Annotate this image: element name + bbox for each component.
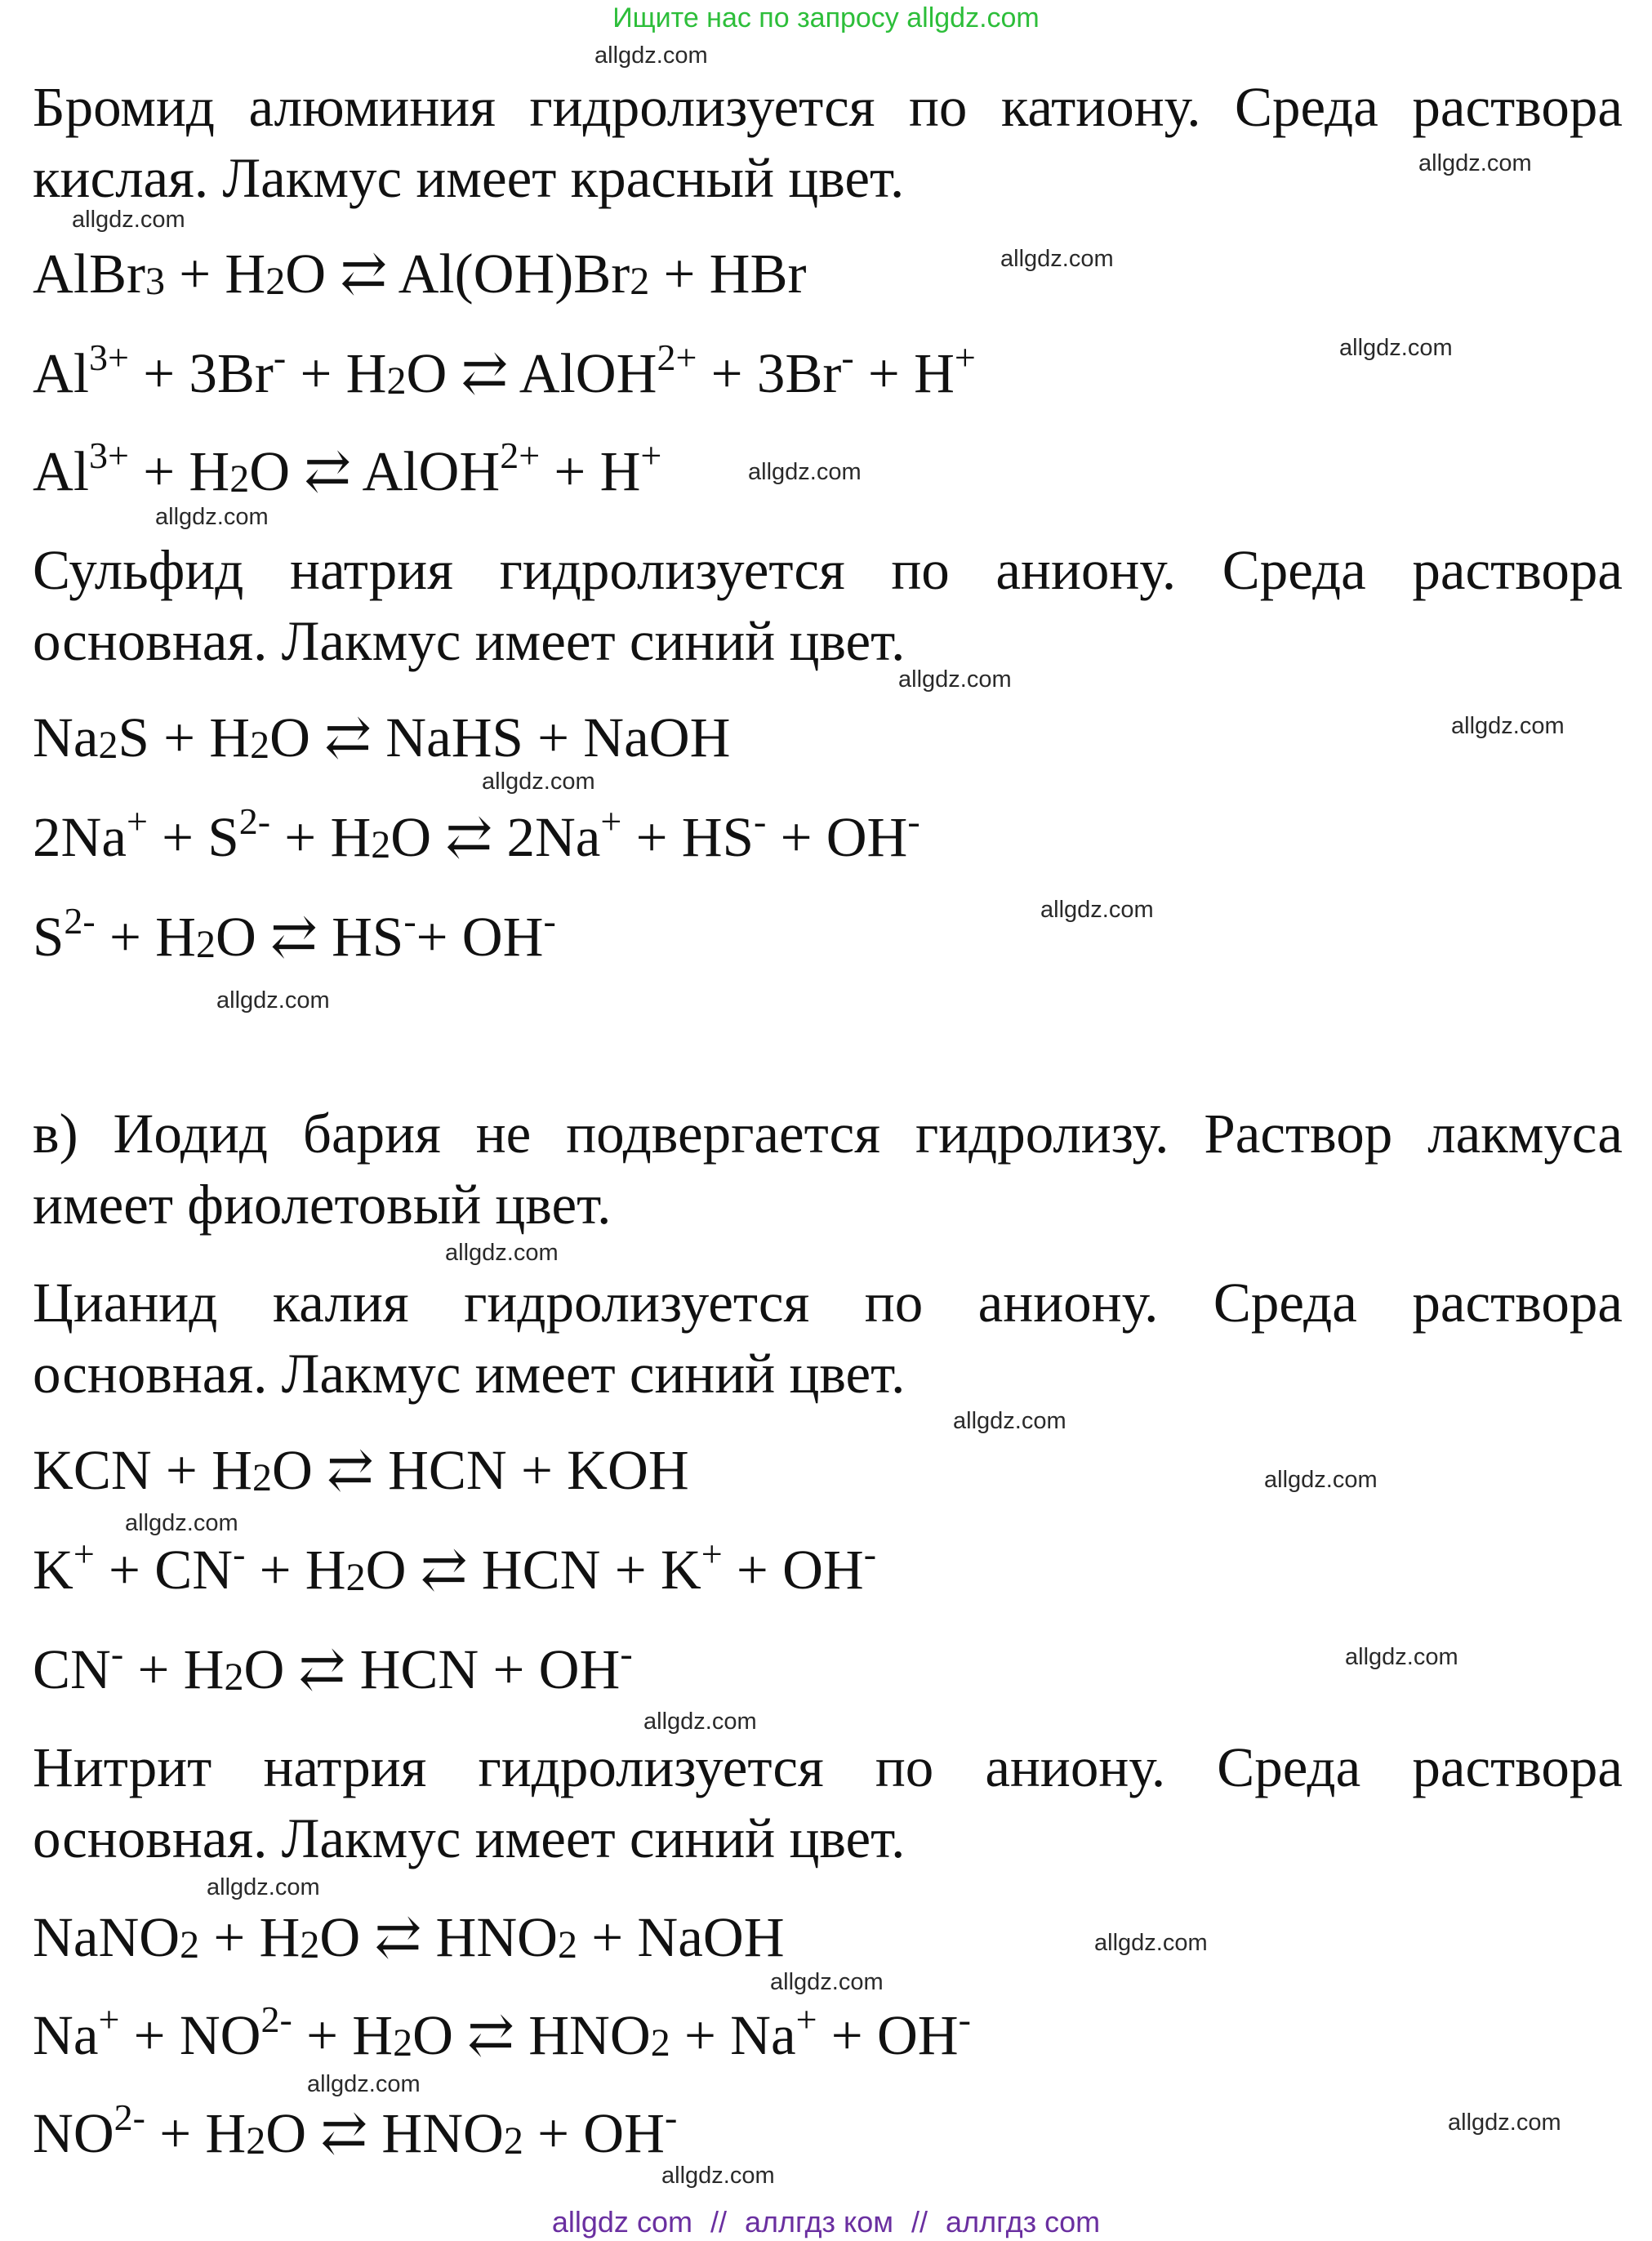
watermark: allgdz.com <box>748 459 862 485</box>
equation-short-ionic: $S^{2-} + H_2O$ ⇄ HS-+ OH- <box>33 900 556 968</box>
watermark: allgdz.com <box>445 1240 559 1266</box>
watermark: allgdz.com <box>898 666 1012 693</box>
footer-separator: // <box>710 2205 727 2239</box>
equation-full-ionic: $2Na^+ + S^{2-} + H_2O$ ⇄ 2Na+ + HS- + OH- <box>33 800 920 868</box>
footer-links <box>0 2205 1652 2239</box>
watermark: allgdz.com <box>1339 335 1453 361</box>
footer-link[interactable]: allgdz com <box>551 2205 692 2239</box>
watermark: allgdz.com <box>207 1874 320 1900</box>
watermark: allgdz.com <box>1448 2110 1561 2136</box>
watermark: allgdz.com <box>125 1510 238 1536</box>
equation-short-ionic: $Al^{3+} + H_2O$ ⇄ AlOH$^{2+}$ + H+ <box>33 434 662 502</box>
watermark: allgdz.com <box>1345 1644 1458 1670</box>
watermark: allgdz.com <box>482 769 595 795</box>
footer-link[interactable]: аллгдз ком <box>745 2205 893 2239</box>
paragraph-potassium-cyanide: Цианид калия гидролизуется по аниону. Среда раствора основная. Лакмус имеет синий цвет. <box>33 1272 1623 1405</box>
equation-molecular: KCN + $H_2O$ ⇄ HCN + KOH <box>33 1439 689 1501</box>
watermark: allgdz.com <box>216 987 330 1014</box>
watermark: allgdz.com <box>1040 897 1154 923</box>
watermark: allgdz.com <box>643 1709 757 1735</box>
footer-link[interactable]: аллгдз com <box>946 2205 1101 2239</box>
watermark: allgdz.com <box>1000 246 1114 272</box>
paragraph-sodium-sulfide: Сульфид натрия гидролизуется по аниону. Среда раствора основная. Лакмус имеет синий цвет. <box>33 539 1623 672</box>
watermark: allgdz.com <box>594 42 708 69</box>
paragraph-barium-iodide: в) Иодид бария не подвергается гидролизу. Раствор лакмуса имеет фиолетовый цвет. <box>33 1103 1623 1236</box>
equation-full-ionic: $Al^{3+} + 3Br^- + H_2O$ ⇄ AlOH$^{2+}$ + 3Br- + H+ <box>33 336 976 404</box>
equation-short-ionic: $CN^- + H_2O$ ⇄ HCN + OH- <box>33 1633 633 1700</box>
equation-full-ionic: $Na^+ + NO^{2-} + H_2O$ ⇄ $HNO_2 + Na^+ + OH^-$ <box>33 1998 971 2066</box>
watermark: allgdz.com <box>307 2071 421 2097</box>
watermark: allgdz.com <box>661 2163 775 2189</box>
watermark: allgdz.com <box>1264 1467 1378 1493</box>
equation-molecular: $Na_2S + H_2O$ ⇄ NaHS + NaOH <box>33 706 731 769</box>
footer-separator: // <box>911 2205 928 2239</box>
watermark: allgdz.com <box>770 1969 884 1995</box>
watermark: allgdz.com <box>1094 1930 1208 1956</box>
equation-full-ionic: $K^+ + CN^- + H_2O$ ⇄ HCN + K+ + OH- <box>33 1533 877 1601</box>
equation-molecular: NaNO$_2$ + $H_2O$ ⇄ $HNO_2$ + NaOH <box>33 1906 785 1968</box>
equation-short-ionic: $NO^{2-} + H_2O$ ⇄ $HNO_2 + OH^-$ <box>33 2096 678 2164</box>
watermark: allgdz.com <box>155 504 269 530</box>
paragraph-sodium-nitrite: Нитрит натрия гидролизуется по аниону. Среда раствора основная. Лакмус имеет синий цвет. <box>33 1736 1623 1869</box>
equation-molecular: AlBr$_3$ + $H_2O$ ⇄ $Al(OH)Br_2$ + HBr <box>33 243 807 305</box>
watermark: allgdz.com <box>1451 713 1565 739</box>
search-banner[interactable]: Ищите нас по запросу allgdz.com <box>612 2 1040 33</box>
paragraph-aluminium-bromide: Бромид алюминия гидролизуется по катиону. Среда раствора кислая. Лакмус имеет красный цвет. <box>33 76 1623 209</box>
watermark: allgdz.com <box>953 1408 1066 1434</box>
watermark: allgdz.com <box>72 207 185 233</box>
watermark: allgdz.com <box>1418 150 1532 176</box>
